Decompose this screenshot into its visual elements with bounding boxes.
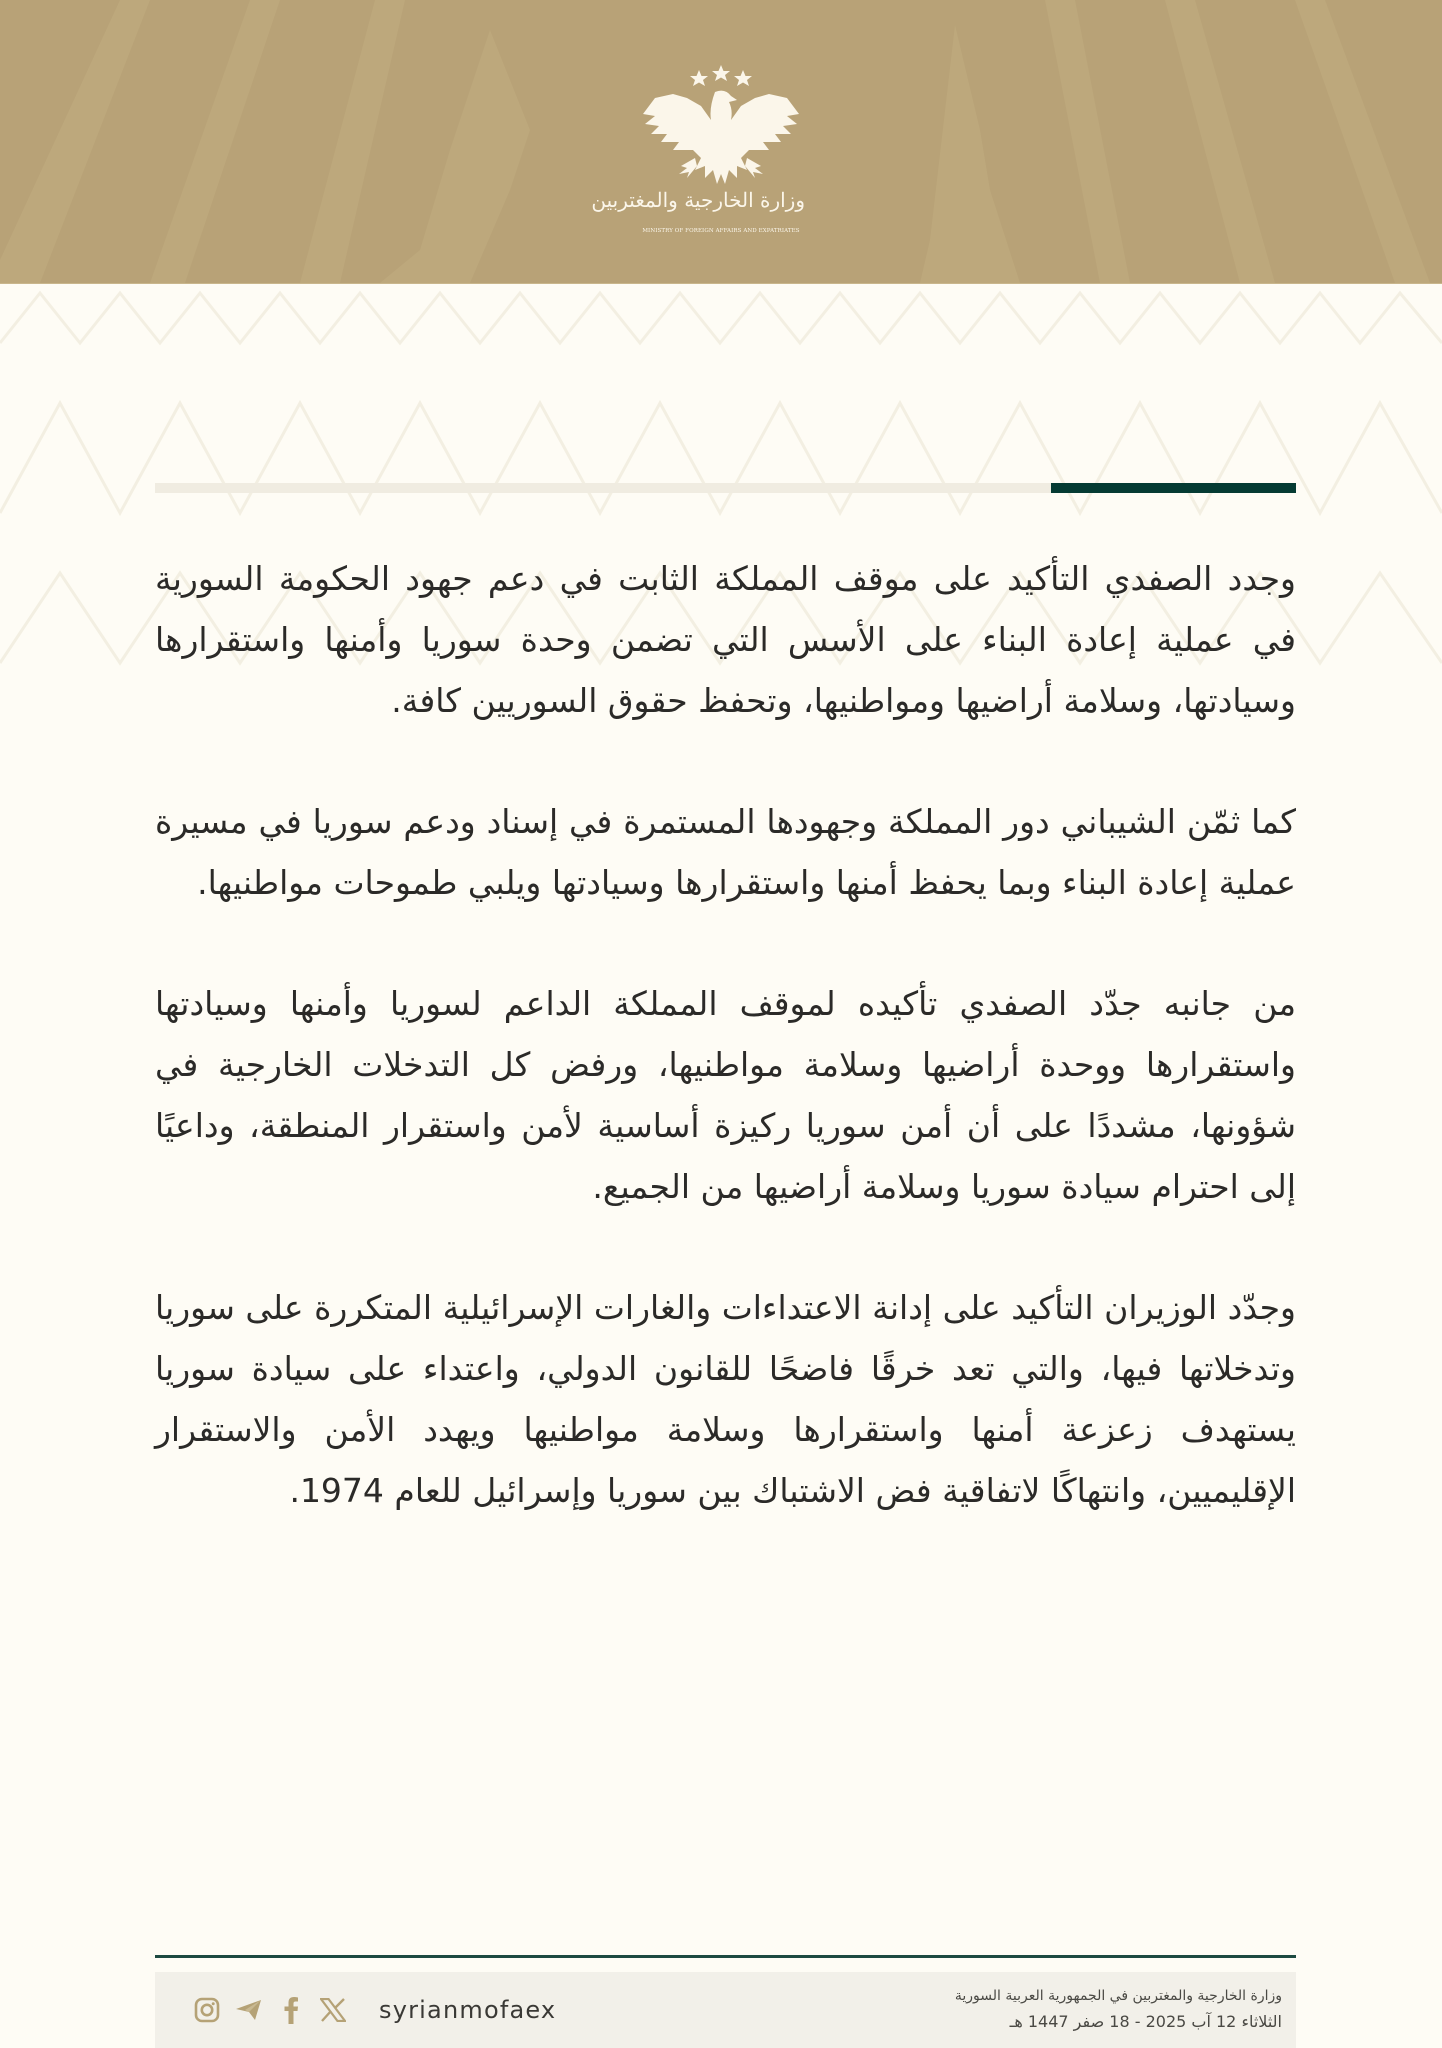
ministry-emblem — [591, 62, 805, 240]
emblem-english-name: MINISTRY OF FOREIGN AFFAIRS AND EXPATRIATES — [642, 228, 800, 234]
footer-info — [955, 1984, 1282, 2036]
telegram-icon[interactable] — [235, 1996, 263, 2024]
paragraph: من جانبه جدّد الصفدي تأكيده لموقف المملكة الداعم لسوريا وأمنها وسيادتها واستقرارها ووحدة أراضيها وسلامة مواطنيها، ورفض كل التدخلات الخارجية في شؤونها، مشددًا على أن أمن سوريا ركيزة أساسية لأمن واستقرار المنطقة، وداعيًا إلى احترام سيادة سوريا وسلامة أراضيها من الجميع. — [155, 984, 1296, 1206]
section-divider — [155, 483, 1296, 493]
emblem-calligraphy: وزارة الخارجية والمغتربين — [591, 188, 805, 212]
paragraph: كما ثمّن الشيباني دور المملكة وجهودها المستمرة في إسناد ودعم سوريا في مسيرة عملية إعادة البناء وبما يحفظ أمنها واستقرارها وسيادتها ويلبي طموحات مواطنيها. — [155, 802, 1296, 902]
facebook-icon[interactable] — [277, 1996, 305, 2024]
x-icon[interactable] — [319, 1996, 347, 2024]
divider-accent — [1051, 483, 1296, 493]
eagle-icon — [637, 62, 805, 192]
footer-divider — [155, 1955, 1296, 1958]
publish-date: الثلاثاء 12 آب 2025 - 18 صفر 1447 هـ — [1009, 2012, 1282, 2031]
header-banner — [0, 0, 1442, 284]
organization-name: وزارة الخارجية والمغتربين في الجمهورية العربية السورية — [954, 1988, 1282, 2004]
statement-body — [155, 548, 1296, 1581]
social-handle[interactable]: syrianmofaex — [379, 1996, 557, 2024]
paragraph: وجدد الصفدي التأكيد على موقف المملكة الثابت في دعم جهود الحكومة السورية في عملية إعادة البناء على الأسس التي تضمن وحدة سوريا وأمنها واستقرارها وسيادتها، وسلامة أراضيها ومواطنيها، وتحفظ حقوق السوريين كافة. — [155, 559, 1296, 720]
social-links — [193, 1994, 556, 2026]
paragraph: وجدّد الوزيران التأكيد على إدانة الاعتداءات والغارات الإسرائيلية المتكررة على سوريا وتدخلاتها فيها، والتي تعد خرقًا فاضحًا للقانون الدولي، واعتداء على سيادة سوريا يستهدف زعزعة أمنها واستقرارها وسلامة مواطنيها ويهدد الأمن والاستقرار الإقليميين، وانتهاكًا لاتفاقية فض الاشتباك بين سوريا وإسرائيل للعام 1974. — [155, 1288, 1296, 1510]
footer — [155, 1972, 1296, 2048]
instagram-icon[interactable] — [193, 1996, 221, 2024]
